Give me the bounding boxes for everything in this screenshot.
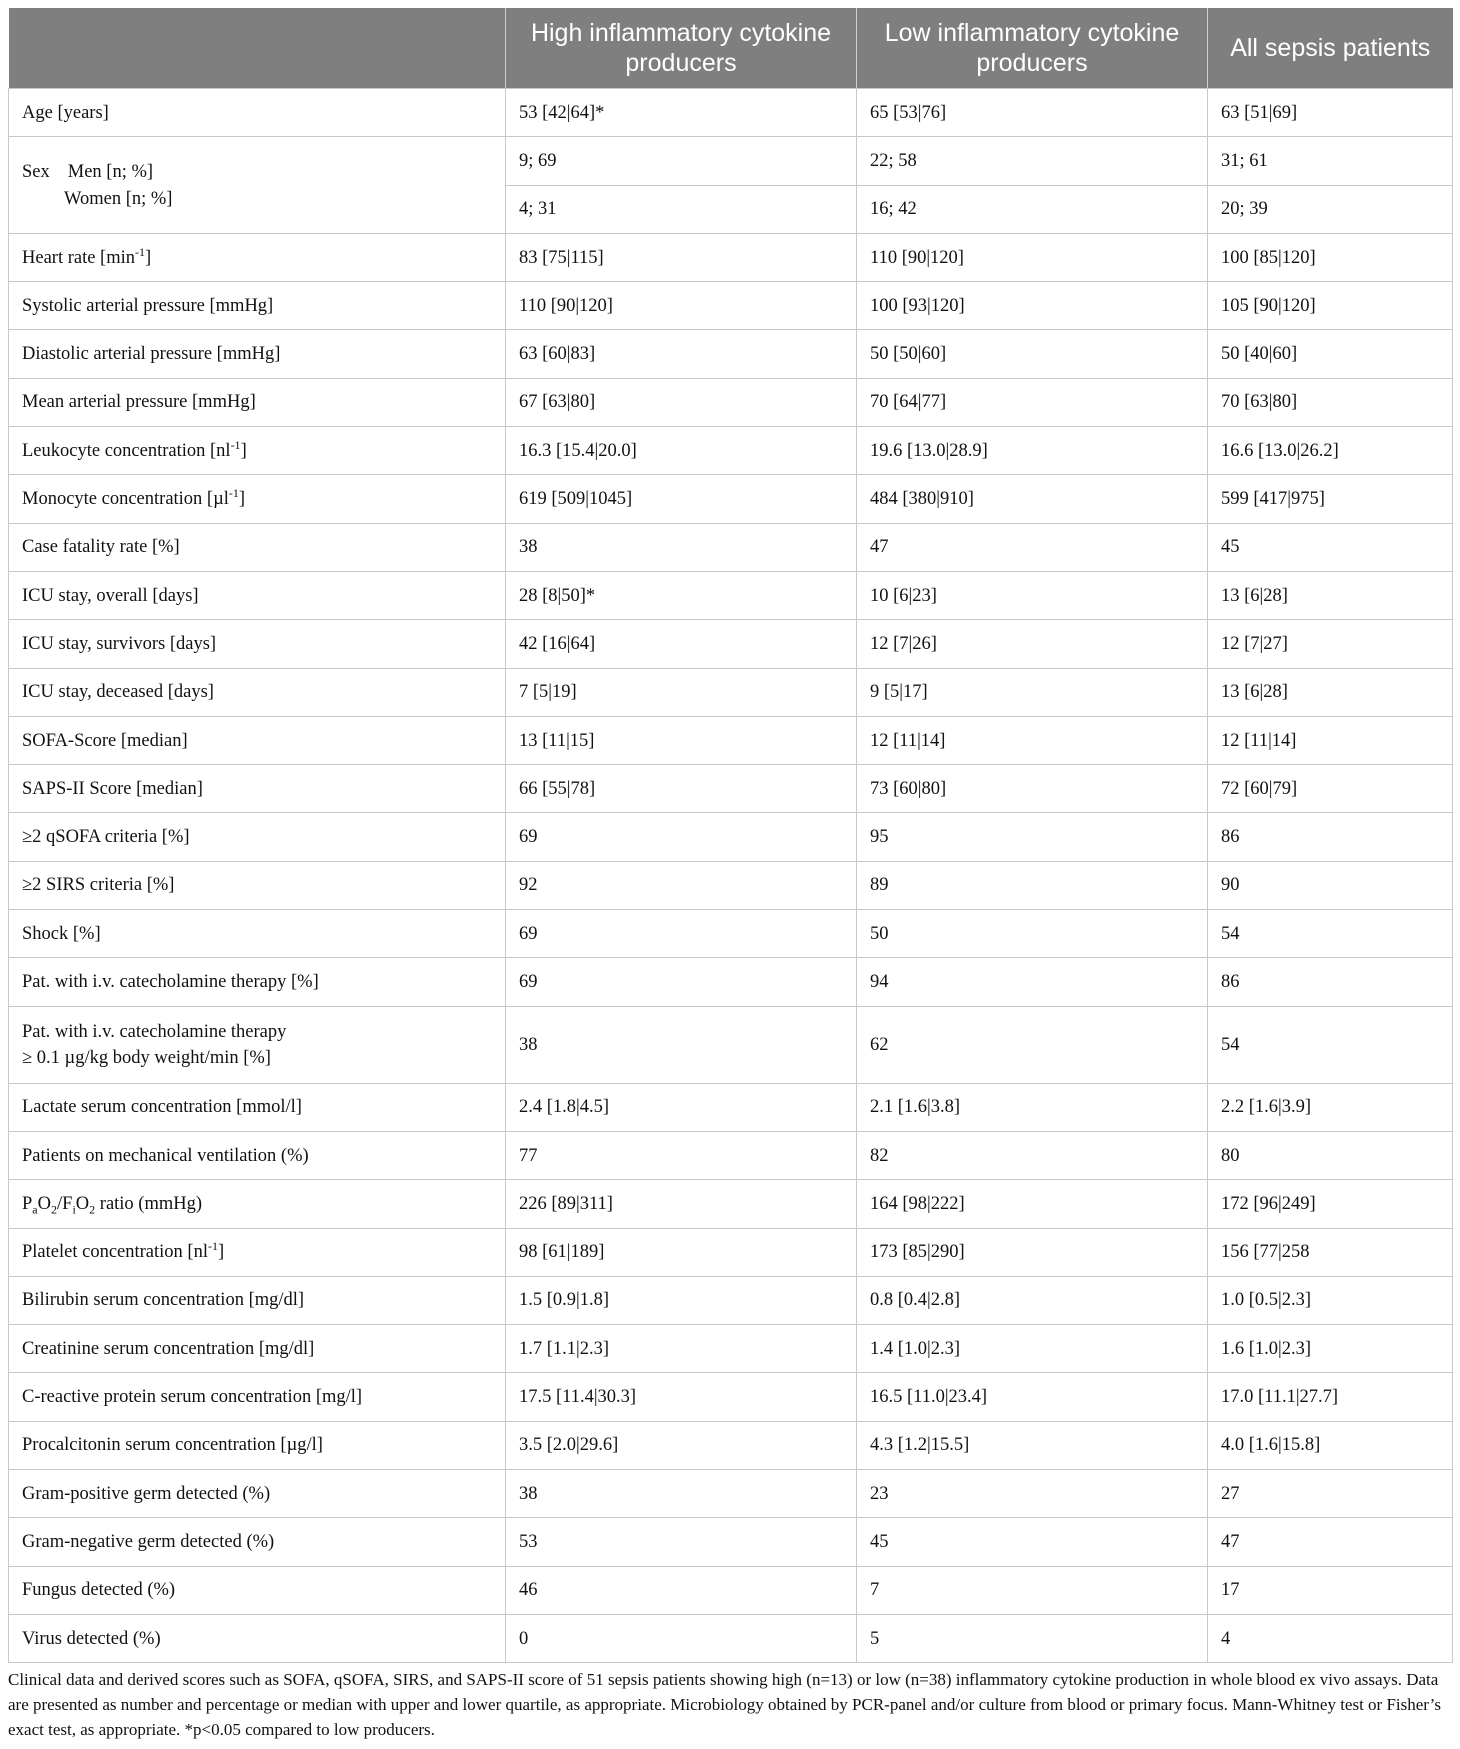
table-row [9,668,1453,716]
cell-low: 89 [857,861,1208,909]
label-text: Leukocyte concentration [nl [22,440,231,461]
row-label: Gram-positive germ detected (%) [9,1470,506,1518]
cell-high: 13 [11|15] [506,716,857,764]
cell-high: 619 [509|1045] [506,475,857,523]
row-label: SOFA-Score [median] [9,716,506,764]
cell-low: 173 [85|290] [857,1228,1208,1276]
cell-all: 90 [1208,861,1453,909]
label-sup: -1 [230,437,241,452]
row-label: Mean arterial pressure [mmHg] [9,378,506,426]
label-sup: -1 [228,485,239,500]
label-text: Heart rate [min [22,247,135,268]
cell-high: 42 [16|64] [506,620,857,668]
cell-low: 4.3 [1.2|15.5] [857,1421,1208,1469]
table-row [9,1180,1453,1228]
row-label: C-reactive protein serum concentration [mg/l] [9,1373,506,1421]
cell-all: 13 [6|28] [1208,571,1453,619]
table-row [9,282,1453,330]
row-label: Creatinine serum concentration [mg/dl] [9,1325,506,1373]
cell-low: 12 [11|14] [857,716,1208,764]
cell-all: 12 [7|27] [1208,620,1453,668]
label-o: O [37,1193,51,1214]
cell-all: 4.0 [1.6|15.8] [1208,1421,1453,1469]
cell-all: 599 [417|975] [1208,475,1453,523]
table-footnote: Clinical data and derived scores such as SOFA, qSOFA, SIRS, and SAPS-II score of 51 sepsis patients showing high (n=13) or low (n=38) inflammatory cytokine production in whole blood ex vivo assays. Data are presented as number and percentage or median with upper and lower quartile, as appropriate. Microbiology obtained by PCR-panel and/or culture from blood or primary focus. Mann-Whitney test or Fisher’s exact test, as appropriate. *p<0.05 compared to low producers. [8,1670,1441,1740]
table-row [9,137,1453,185]
cell-low: 70 [64|77] [857,378,1208,426]
cell-high: 17.5 [11.4|30.3] [506,1373,857,1421]
cell-low: 19.6 [13.0|28.9] [857,427,1208,475]
cell-high: 1.7 [1.1|2.3] [506,1325,857,1373]
cell-all: 12 [11|14] [1208,716,1453,764]
label-sub: 2 [89,1202,96,1217]
table-row [9,1276,1453,1324]
cell-all: 17 [1208,1566,1453,1614]
row-label: Age [years] [9,89,506,137]
table-row [9,1373,1453,1421]
cell-all: 86 [1208,958,1453,1006]
cell-high: 226 [89|311] [506,1180,857,1228]
label-o: O [75,1193,90,1214]
cell-high: 4; 31 [506,185,857,233]
row-label [9,1180,506,1228]
label-f: /F [57,1193,73,1214]
table-row [9,716,1453,764]
cell-all: 4 [1208,1614,1453,1662]
table-container [8,8,1452,1742]
table-row [9,910,1453,958]
cell-low: 47 [857,523,1208,571]
cell-all: 50 [40|60] [1208,330,1453,378]
label-end: ] [240,440,247,461]
row-label: Procalcitonin serum concentration [µg/l] [9,1421,506,1469]
table-row [9,233,1453,281]
label-rest: ratio (mmHg) [95,1193,203,1214]
cell-low: 95 [857,813,1208,861]
cell-high: 46 [506,1566,857,1614]
cell-low: 45 [857,1518,1208,1566]
row-label: ICU stay, survivors [days] [9,620,506,668]
cell-low: 7 [857,1566,1208,1614]
cell-high: 63 [60|83] [506,330,857,378]
cell-low: 62 [857,1006,1208,1083]
row-label: Case fatality rate [%] [9,523,506,571]
cell-high: 7 [5|19] [506,668,857,716]
cell-high: 2.4 [1.8|4.5] [506,1083,857,1131]
cell-high: 66 [55|78] [506,765,857,813]
cell-high: 53 [42|64]* [506,89,857,137]
table-row [9,330,1453,378]
cell-high: 38 [506,523,857,571]
cell-all: 1.0 [0.5|2.3] [1208,1276,1453,1324]
row-label: Systolic arterial pressure [mmHg] [9,282,506,330]
cell-high: 83 [75|115] [506,233,857,281]
cell-low: 100 [93|120] [857,282,1208,330]
women-label: Women [n; %] [64,189,173,210]
cell-high: 38 [506,1006,857,1083]
label-text: Platelet concentration [nl [22,1242,208,1263]
cell-low: 164 [98|222] [857,1180,1208,1228]
row-label: Bilirubin serum concentration [mg/dl] [9,1276,506,1324]
row-label: ICU stay, deceased [days] [9,668,506,716]
table-row [9,571,1453,619]
table-row [9,765,1453,813]
cell-all: 105 [90|120] [1208,282,1453,330]
cell-all: 63 [51|69] [1208,89,1453,137]
cell-all: 86 [1208,813,1453,861]
table-row [9,1083,1453,1131]
label-sub: a [32,1202,38,1217]
table-row [9,1421,1453,1469]
header-label-cell [9,8,506,89]
row-label [9,475,506,523]
table-row [9,1566,1453,1614]
cell-all: 72 [60|79] [1208,765,1453,813]
row-label: Lactate serum concentration [mmol/l] [9,1083,506,1131]
cell-all: 31; 61 [1208,137,1453,185]
cell-low: 16; 42 [857,185,1208,233]
cell-low: 2.1 [1.6|3.8] [857,1083,1208,1131]
label-text: Monocyte concentration [µl [22,489,229,510]
row-label: Virus detected (%) [9,1614,506,1662]
cell-high: 16.3 [15.4|20.0] [506,427,857,475]
row-label: Fungus detected (%) [9,1566,506,1614]
cell-all: 13 [6|28] [1208,668,1453,716]
header-row [9,8,1453,89]
cell-all: 54 [1208,1006,1453,1083]
men-label: Men [n; %] [67,162,154,183]
header-high-producers: High inflammatory cytokine producers [506,8,857,89]
cell-high: 0 [506,1614,857,1662]
table-row [9,620,1453,668]
row-label: Gram-negative germ detected (%) [9,1518,506,1566]
cell-low: 23 [857,1470,1208,1518]
table-row [9,427,1453,475]
sex-label: Sex [22,162,50,183]
row-label [9,1228,506,1276]
label-end: ] [217,1242,225,1263]
cell-high: 9; 69 [506,137,857,185]
cell-high: 1.5 [0.9|1.8] [506,1276,857,1324]
table-row [9,1006,1453,1083]
cell-high: 110 [90|120] [506,282,857,330]
cell-low: 22; 58 [857,137,1208,185]
cell-all: 54 [1208,910,1453,958]
cell-all: 2.2 [1.6|3.9] [1208,1083,1453,1131]
table-row [9,1228,1453,1276]
row-label: Pat. with i.v. catecholamine therapy [%] [9,958,506,1006]
cell-high: 53 [506,1518,857,1566]
header-all-patients: All sepsis patients [1208,8,1453,89]
cell-all: 20; 39 [1208,185,1453,233]
cell-all: 17.0 [11.1|27.7] [1208,1373,1453,1421]
table-row [9,1470,1453,1518]
cell-all: 70 [63|80] [1208,378,1453,426]
cell-high: 69 [506,813,857,861]
label-sub: i [72,1202,76,1217]
cell-low: 50 [857,910,1208,958]
cell-low: 12 [7|26] [857,620,1208,668]
cell-all: 47 [1208,1518,1453,1566]
cell-high: 69 [506,910,857,958]
label-sup: -1 [135,244,145,259]
table-row [9,475,1453,523]
table-row [9,958,1453,1006]
cell-low: 16.5 [11.0|23.4] [857,1373,1208,1421]
table-row [9,1614,1453,1662]
row-label: Patients on mechanical ventilation (%) [9,1131,506,1179]
cell-all: 45 [1208,523,1453,571]
cell-all: 156 [77|258 [1208,1228,1453,1276]
header-low-producers: Low inflammatory cytokine producers [857,8,1208,89]
cell-high: 98 [61|189] [506,1228,857,1276]
row-label: ≥2 qSOFA criteria [%] [9,813,506,861]
clinical-data-table [8,8,1453,1663]
label-p: P [22,1193,33,1214]
cell-low: 73 [60|80] [857,765,1208,813]
cell-low: 50 [50|60] [857,330,1208,378]
label-line1: Pat. with i.v. catecholamine therapy [22,1021,287,1042]
row-label: Shock [%] [9,910,506,958]
cell-high: 92 [506,861,857,909]
table-row [9,1518,1453,1566]
cell-low: 0.8 [0.4|2.8] [857,1276,1208,1324]
cell-high: 28 [8|50]* [506,571,857,619]
row-label: ICU stay, overall [days] [9,571,506,619]
label-end: ] [238,489,246,510]
cell-low: 94 [857,958,1208,1006]
row-label [9,233,506,281]
cell-high: 77 [506,1131,857,1179]
table-row [9,1131,1453,1179]
row-label: ≥2 SIRS criteria [%] [9,861,506,909]
label-end: ] [145,247,152,268]
table-row [9,378,1453,426]
cell-high: 67 [63|80] [506,378,857,426]
cell-low: 5 [857,1614,1208,1662]
cell-all: 16.6 [13.0|26.2] [1208,427,1453,475]
label-sub: 2 [51,1202,57,1217]
table-row [9,861,1453,909]
cell-all: 80 [1208,1131,1453,1179]
cell-high: 69 [506,958,857,1006]
table-row [9,523,1453,571]
label-sup: -1 [207,1239,218,1254]
cell-all: 1.6 [1.0|2.3] [1208,1325,1453,1373]
cell-low: 110 [90|120] [857,233,1208,281]
cell-high: 38 [506,1470,857,1518]
cell-low: 10 [6|23] [857,571,1208,619]
table-row [9,1325,1453,1373]
row-label [9,1006,506,1083]
cell-all: 172 [96|249] [1208,1180,1453,1228]
cell-low: 484 [380|910] [857,475,1208,523]
cell-all: 27 [1208,1470,1453,1518]
table-row [9,89,1453,137]
label-line2: ≥ 0.1 µg/kg body weight/min [%] [22,1047,271,1068]
cell-low: 9 [5|17] [857,668,1208,716]
row-label: SAPS-II Score [median] [9,765,506,813]
row-label-sex [9,137,506,234]
cell-low: 1.4 [1.0|2.3] [857,1325,1208,1373]
table-row [9,813,1453,861]
cell-high: 3.5 [2.0|29.6] [506,1421,857,1469]
row-label [9,427,506,475]
cell-all: 100 [85|120] [1208,233,1453,281]
cell-low: 82 [857,1131,1208,1179]
row-label: Diastolic arterial pressure [mmHg] [9,330,506,378]
cell-low: 65 [53|76] [857,89,1208,137]
